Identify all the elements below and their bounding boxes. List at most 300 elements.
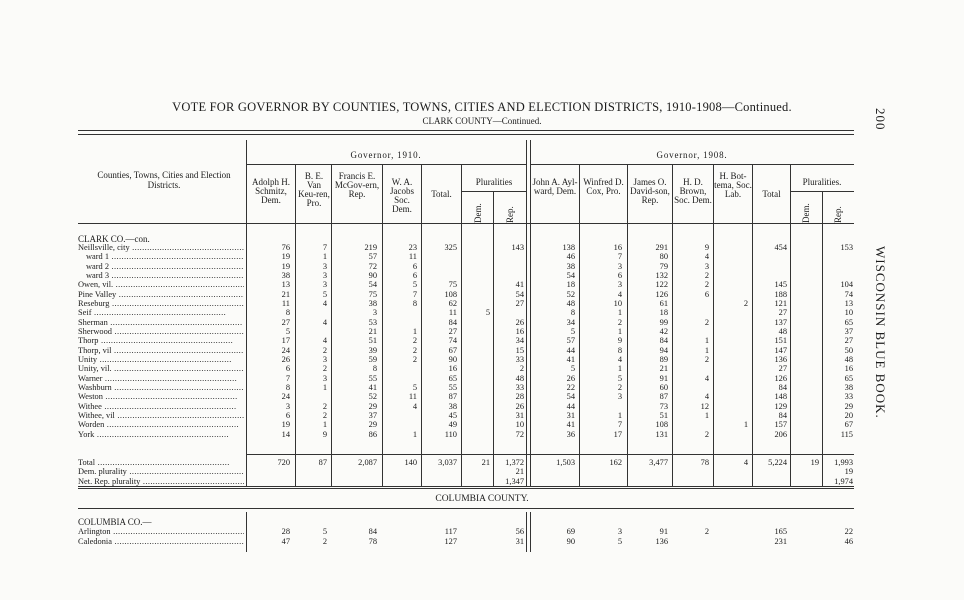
table-cell: 45 <box>448 410 457 420</box>
row-label: Thorp, vil ..... <box>78 346 244 355</box>
table-cell: 1 <box>743 420 748 430</box>
table-cell: 41 <box>368 382 377 392</box>
table-cell: 78 <box>700 458 709 467</box>
table-cell: 145 <box>774 280 787 290</box>
table-cell: 29 <box>368 420 377 430</box>
table-cell: 38 <box>281 270 290 280</box>
table-cell: 5 <box>617 536 622 546</box>
table-cell: 8 <box>617 345 622 355</box>
table-cell: 3 <box>285 401 290 411</box>
table-cell: 2 <box>704 270 709 280</box>
table-cell: 108 <box>655 420 668 430</box>
table-cell: 2 <box>322 410 327 420</box>
table-cell: 6 <box>285 410 290 420</box>
table-cell: 51 <box>368 336 377 346</box>
table-cell: 41 <box>566 354 575 364</box>
table-cell: 11 <box>281 298 290 308</box>
table-cell: 47 <box>281 536 290 546</box>
table-cell: 26 <box>566 373 575 383</box>
table-cell: 115 <box>840 429 853 439</box>
table-cell: 84 <box>368 527 377 536</box>
table-cell: 80 <box>659 252 668 262</box>
row-label: Weston ..... <box>78 392 244 401</box>
table-cell: 54 <box>566 270 575 280</box>
table-cell: 79 <box>659 261 668 271</box>
columbia-section-label: COLUMBIA CO.— <box>78 517 152 527</box>
table-cell: 28 <box>515 392 524 402</box>
table-cell: 104 <box>840 280 853 290</box>
table-cell: 117 <box>444 527 457 536</box>
table-cell: 8 <box>285 308 290 318</box>
table-cell: 50 <box>844 345 853 355</box>
table-cell: 52 <box>566 289 575 299</box>
table-cell: 84 <box>448 317 457 327</box>
table-cell: 8 <box>570 308 575 318</box>
table-cell: 2 <box>704 527 709 536</box>
table-cell: 21 <box>515 467 524 477</box>
table-cell: 3 <box>617 261 622 271</box>
table-cell: 90 <box>368 270 377 280</box>
table-cell: 31 <box>515 536 524 546</box>
rule-top-2 <box>78 134 854 135</box>
col-header-brown: H. D. Brown, Soc. Dem. <box>674 177 712 205</box>
table-cell: 1 <box>704 336 709 346</box>
table-row <box>0 299 964 308</box>
table-cell: 90 <box>566 536 575 546</box>
row-label: Arlington ..... <box>78 527 244 536</box>
table-cell: 2 <box>412 354 417 364</box>
row-label: Thorp ..... <box>78 336 244 345</box>
table-cell: 65 <box>844 317 853 327</box>
table-cell: 19 <box>844 467 853 477</box>
table-cell: 5 <box>322 527 327 536</box>
table-cell: 2 <box>743 298 748 308</box>
row-label: Total ..... <box>78 458 244 467</box>
table-cell: 108 <box>444 289 457 299</box>
table-cell: 5 <box>412 280 417 290</box>
table-cell: 5 <box>322 289 327 299</box>
table-cell: 53 <box>368 317 377 327</box>
table-cell: 16 <box>448 364 457 374</box>
table-cell: 16 <box>613 243 622 252</box>
table-cell: 9 <box>322 429 327 439</box>
col-header-aylward: John A. Ayl-ward, Dem. <box>532 177 578 196</box>
table-cell: 37 <box>368 410 377 420</box>
table-cell: 8 <box>372 364 377 374</box>
table-cell: 3 <box>704 261 709 271</box>
table-row <box>0 252 964 261</box>
row-label: Unity ..... <box>78 355 244 364</box>
table-cell: 12 <box>700 401 709 411</box>
table-cell: 5 <box>617 373 622 383</box>
rule-total <box>246 454 854 455</box>
col-header-dem-plur-1908: Dem. <box>801 203 811 223</box>
col-header-rep-plur-1910: Rep. <box>505 206 515 223</box>
table-cell: 188 <box>774 289 787 299</box>
table-cell: 34 <box>515 336 524 346</box>
table-cell: 153 <box>840 243 853 252</box>
table-cell: 13 <box>281 280 290 290</box>
table-cell: 2 <box>704 429 709 439</box>
table-cell: 38 <box>368 298 377 308</box>
table-cell: 33 <box>515 382 524 392</box>
table-cell: 48 <box>515 373 524 383</box>
table-row <box>0 467 964 476</box>
table-cell: 27 <box>448 326 457 336</box>
table-cell: 4 <box>412 401 417 411</box>
table-cell: 55 <box>448 382 457 392</box>
table-cell: 165 <box>774 527 787 536</box>
table-cell: 454 <box>774 243 787 252</box>
table-cell: 9 <box>617 336 622 346</box>
clark-section-label: CLARK CO.—con. <box>78 234 150 244</box>
row-label: Caledonia ..... <box>78 537 244 546</box>
col-header-total-1910: Total. <box>431 189 452 199</box>
table-cell: 2 <box>617 317 622 327</box>
table-cell: 38 <box>844 382 853 392</box>
table-cell: 5 <box>412 382 417 392</box>
table-cell: 3 <box>322 270 327 280</box>
row-label: ward 1 ..... <box>86 252 252 261</box>
row-label: ward 3 ..... <box>86 271 252 280</box>
table-cell: 1 <box>322 382 327 392</box>
table-cell: 4 <box>322 298 327 308</box>
rule-bottom-1 <box>78 486 854 487</box>
table-cell: 148 <box>774 392 787 402</box>
table-cell: 325 <box>444 243 457 252</box>
table-cell: 16 <box>515 326 524 336</box>
table-cell: 56 <box>515 527 524 536</box>
table-cell: 72 <box>368 261 377 271</box>
table-cell: 1 <box>412 429 417 439</box>
table-cell: 1 <box>617 308 622 318</box>
table-cell: 18 <box>566 280 575 290</box>
table-row <box>0 527 964 536</box>
table-cell: 1,347 <box>505 476 524 486</box>
table-cell: 2 <box>704 317 709 327</box>
table-cell: 46 <box>844 536 853 546</box>
table-cell: 6 <box>617 270 622 280</box>
row-label: ward 2 ..... <box>86 262 252 271</box>
table-cell: 2 <box>412 336 417 346</box>
col-header-pluralities-1910: Pluralities <box>475 177 513 187</box>
table-cell: 67 <box>448 345 457 355</box>
table-cell: 1 <box>412 326 417 336</box>
table-cell: 121 <box>774 298 787 308</box>
table-cell: 75 <box>368 289 377 299</box>
table-cell: 110 <box>444 429 457 439</box>
table-cell: 28 <box>281 527 290 536</box>
table-row <box>0 262 964 271</box>
col-header-dem-plur-1910: Dem. <box>473 203 483 223</box>
table-cell: 3 <box>617 527 622 536</box>
table-cell: 127 <box>444 536 457 546</box>
table-cell: 24 <box>281 345 290 355</box>
table-cell: 54 <box>515 289 524 299</box>
page-subtitle: CLARK COUNTY—Continued. <box>422 116 542 126</box>
table-cell: 3 <box>322 280 327 290</box>
table-cell: 94 <box>659 345 668 355</box>
row-label: Withee ..... <box>78 402 244 411</box>
table-cell: 16 <box>844 364 853 374</box>
table-cell: 61 <box>659 298 668 308</box>
table-row <box>0 364 964 373</box>
table-cell: 6 <box>285 364 290 374</box>
table-cell: 4 <box>704 373 709 383</box>
table-cell: 29 <box>368 401 377 411</box>
col-header-mcgovern: Francis E. McGov-ern, Rep. <box>334 171 380 199</box>
col-header-rep-plur-1908: Rep. <box>833 206 843 223</box>
table-row <box>0 308 964 317</box>
table-cell: 74 <box>844 289 853 299</box>
table-cell: 1 <box>704 410 709 420</box>
table-cell: 31 <box>515 410 524 420</box>
table-cell: 3 <box>372 308 377 318</box>
table-cell: 55 <box>368 373 377 383</box>
table-row <box>0 318 964 327</box>
table-cell: 231 <box>774 536 787 546</box>
table-cell: 19 <box>281 261 290 271</box>
table-cell: 26 <box>281 354 290 364</box>
row-label: Sherwood ..... <box>78 327 244 336</box>
table-cell: 219 <box>364 243 377 252</box>
table-cell: 44 <box>566 401 575 411</box>
table-cell: 122 <box>655 280 668 290</box>
table-cell: 10 <box>515 420 524 430</box>
table-cell: 3 <box>617 280 622 290</box>
table-cell: 2 <box>322 401 327 411</box>
table-cell: 20 <box>844 410 853 420</box>
table-cell: 44 <box>566 345 575 355</box>
table-cell: 11 <box>408 252 417 262</box>
col-header-bottema: H. Bot-tema, Soc. Lab. <box>714 171 752 199</box>
table-cell: 136 <box>655 536 668 546</box>
row-label: Seif ..... <box>78 308 244 317</box>
table-cell: 126 <box>774 373 787 383</box>
table-cell: 8 <box>285 382 290 392</box>
table-cell: 52 <box>368 392 377 402</box>
table-cell: 69 <box>566 527 575 536</box>
table-cell: 2 <box>322 536 327 546</box>
table-row <box>0 336 964 345</box>
row-label: Sherman ..... <box>78 318 244 327</box>
col-header-jacobs: W. A. Jacobs Soc. Dem. <box>390 177 414 214</box>
table-cell: 138 <box>562 243 575 252</box>
table-cell: 11 <box>448 308 457 318</box>
table-cell: 720 <box>277 458 290 467</box>
table-cell: 11 <box>408 392 417 402</box>
table-cell: 46 <box>566 252 575 262</box>
table-cell: 65 <box>844 373 853 383</box>
table-cell: 48 <box>566 298 575 308</box>
table-cell: 38 <box>448 401 457 411</box>
table-row <box>0 420 964 429</box>
row-label: Net. Rep. plurality ..... <box>78 477 244 486</box>
table-cell: 48 <box>844 354 853 364</box>
table-cell: 99 <box>659 317 668 327</box>
table-cell: 1 <box>704 345 709 355</box>
table-row <box>0 537 964 546</box>
table-row <box>0 402 964 411</box>
table-cell: 18 <box>659 308 668 318</box>
table-cell: 140 <box>404 458 417 467</box>
table-cell: 33 <box>515 354 524 364</box>
table-cell: 136 <box>774 354 787 364</box>
table-cell: 17 <box>613 429 622 439</box>
table-cell: 89 <box>659 354 668 364</box>
table-cell: 57 <box>368 252 377 262</box>
table-cell: 21 <box>368 326 377 336</box>
row-label: York ..... <box>78 430 244 439</box>
table-cell: 13 <box>844 298 853 308</box>
table-cell: 38 <box>566 261 575 271</box>
table-cell: 87 <box>659 392 668 402</box>
table-cell: 72 <box>515 429 524 439</box>
table-cell: 3 <box>322 261 327 271</box>
table-row <box>0 477 964 486</box>
table-row <box>0 411 964 420</box>
table-cell: 143 <box>511 243 524 252</box>
table-cell: 1,974 <box>834 476 853 486</box>
col-header-schmitz: Adolph H. Schmitz, Dem. <box>252 177 290 205</box>
table-cell: 131 <box>655 429 668 439</box>
table-cell: 73 <box>659 401 668 411</box>
table-cell: 2 <box>519 364 524 374</box>
table-cell: 132 <box>655 270 668 280</box>
table-cell: 22 <box>566 382 575 392</box>
table-cell: 27 <box>778 308 787 318</box>
table-cell: 26 <box>515 317 524 327</box>
table-cell: 23 <box>408 243 417 252</box>
table-cell: 2 <box>322 345 327 355</box>
table-cell: 41 <box>515 280 524 290</box>
rule-columbia <box>78 508 854 509</box>
col-header-vankeuren: B. E. Van Keu-ren, Pro. <box>298 171 330 208</box>
table-cell: 7 <box>412 289 417 299</box>
table-cell: 26 <box>515 401 524 411</box>
table-cell: 8 <box>412 298 417 308</box>
table-cell: 27 <box>281 317 290 327</box>
table-cell: 10 <box>844 308 853 318</box>
table-cell: 7 <box>617 420 622 430</box>
col-header-pluralities-1908: Pluralities. <box>802 177 842 187</box>
rule-top-1 <box>78 130 854 131</box>
table-row <box>0 280 964 289</box>
table-cell: 62 <box>448 298 457 308</box>
row-label: Owen, vil. ..... <box>78 280 244 289</box>
table-cell: 76 <box>281 243 290 252</box>
table-cell: 3,477 <box>649 458 668 467</box>
row-label: Warner ..... <box>78 374 244 383</box>
table-row <box>0 392 964 401</box>
table-cell: 151 <box>774 336 787 346</box>
table-cell: 3 <box>322 373 327 383</box>
table-row <box>0 290 964 299</box>
table-cell: 19 <box>810 458 819 467</box>
book-title: WISCONSIN BLUE BOOK. <box>873 246 888 419</box>
table-cell: 2 <box>322 364 327 374</box>
table-cell: 57 <box>566 336 575 346</box>
table-cell: 162 <box>609 458 622 467</box>
table-cell: 65 <box>448 373 457 383</box>
table-cell: 48 <box>778 326 787 336</box>
table-cell: 1,372 <box>505 458 524 467</box>
row-label: Dem. plurality ..... <box>78 467 244 476</box>
table-cell: 2 <box>704 280 709 290</box>
table-cell: 60 <box>659 382 668 392</box>
table-cell: 1 <box>617 326 622 336</box>
table-cell: 33 <box>844 392 853 402</box>
table-cell: 21 <box>281 289 290 299</box>
table-cell: 27 <box>844 336 853 346</box>
table-cell: 87 <box>318 458 327 467</box>
table-cell: 87 <box>448 392 457 402</box>
table-cell: 4 <box>322 336 327 346</box>
table-row <box>0 346 964 355</box>
table-cell: 3,037 <box>438 458 457 467</box>
table-cell: 129 <box>774 401 787 411</box>
table-cell: 1 <box>617 364 622 374</box>
table-cell: 147 <box>774 345 787 355</box>
col-header-total-1908: Total <box>762 189 781 199</box>
table-cell: 74 <box>448 336 457 346</box>
columbia-heading: COLUMBIA COUNTY. <box>435 494 529 504</box>
table-cell: 54 <box>566 392 575 402</box>
table-cell: 206 <box>774 429 787 439</box>
table-cell: 21 <box>659 364 668 374</box>
table-cell: 84 <box>778 410 787 420</box>
table-cell: 1,503 <box>556 458 575 467</box>
table-cell: 27 <box>515 298 524 308</box>
col-header-davidson: James O. David-son, Rep. <box>630 177 670 205</box>
page-title: VOTE FOR GOVERNOR BY COUNTIES, TOWNS, CITIES AND ELECTION DISTRICTS, 1910-1908—Continued. <box>172 100 792 114</box>
table-cell: 31 <box>566 410 575 420</box>
table-cell: 291 <box>655 243 668 252</box>
page-number: 200 <box>873 108 888 131</box>
table-cell: 4 <box>617 354 622 364</box>
table-cell: 14 <box>281 429 290 439</box>
row-label-header: Counties, Towns, Cities and Election Districts. <box>97 170 231 190</box>
table-cell: 5 <box>485 308 490 318</box>
row-label: Withee, vil ..... <box>78 411 244 420</box>
row-label: Worden ..... <box>78 420 244 429</box>
table-row <box>0 374 964 383</box>
table-cell: 5,224 <box>768 458 787 467</box>
table-cell: 42 <box>659 326 668 336</box>
table-row <box>0 243 964 252</box>
table-row <box>0 458 964 467</box>
table-cell: 29 <box>844 401 853 411</box>
table-cell: 75 <box>448 280 457 290</box>
table-cell: 49 <box>448 420 457 430</box>
table-cell: 27 <box>778 364 787 374</box>
governor-1910-header: Governor, 1910. <box>350 150 422 160</box>
table-cell: 21 <box>481 458 490 467</box>
table-cell: 2 <box>617 382 622 392</box>
table-cell: 22 <box>844 527 853 536</box>
row-label: Pine Valley ..... <box>78 290 244 299</box>
table-row <box>0 355 964 364</box>
table-cell: 41 <box>566 420 575 430</box>
table-cell: 7 <box>322 243 327 252</box>
table-cell: 78 <box>368 536 377 546</box>
table-cell: 4 <box>617 289 622 299</box>
row-label: Washburn ..... <box>78 383 244 392</box>
table-cell: 5 <box>285 326 290 336</box>
col-header-cox: Winfred D. Cox, Pro. <box>583 177 624 196</box>
table-cell: 2,087 <box>358 458 377 467</box>
table-cell: 6 <box>412 261 417 271</box>
